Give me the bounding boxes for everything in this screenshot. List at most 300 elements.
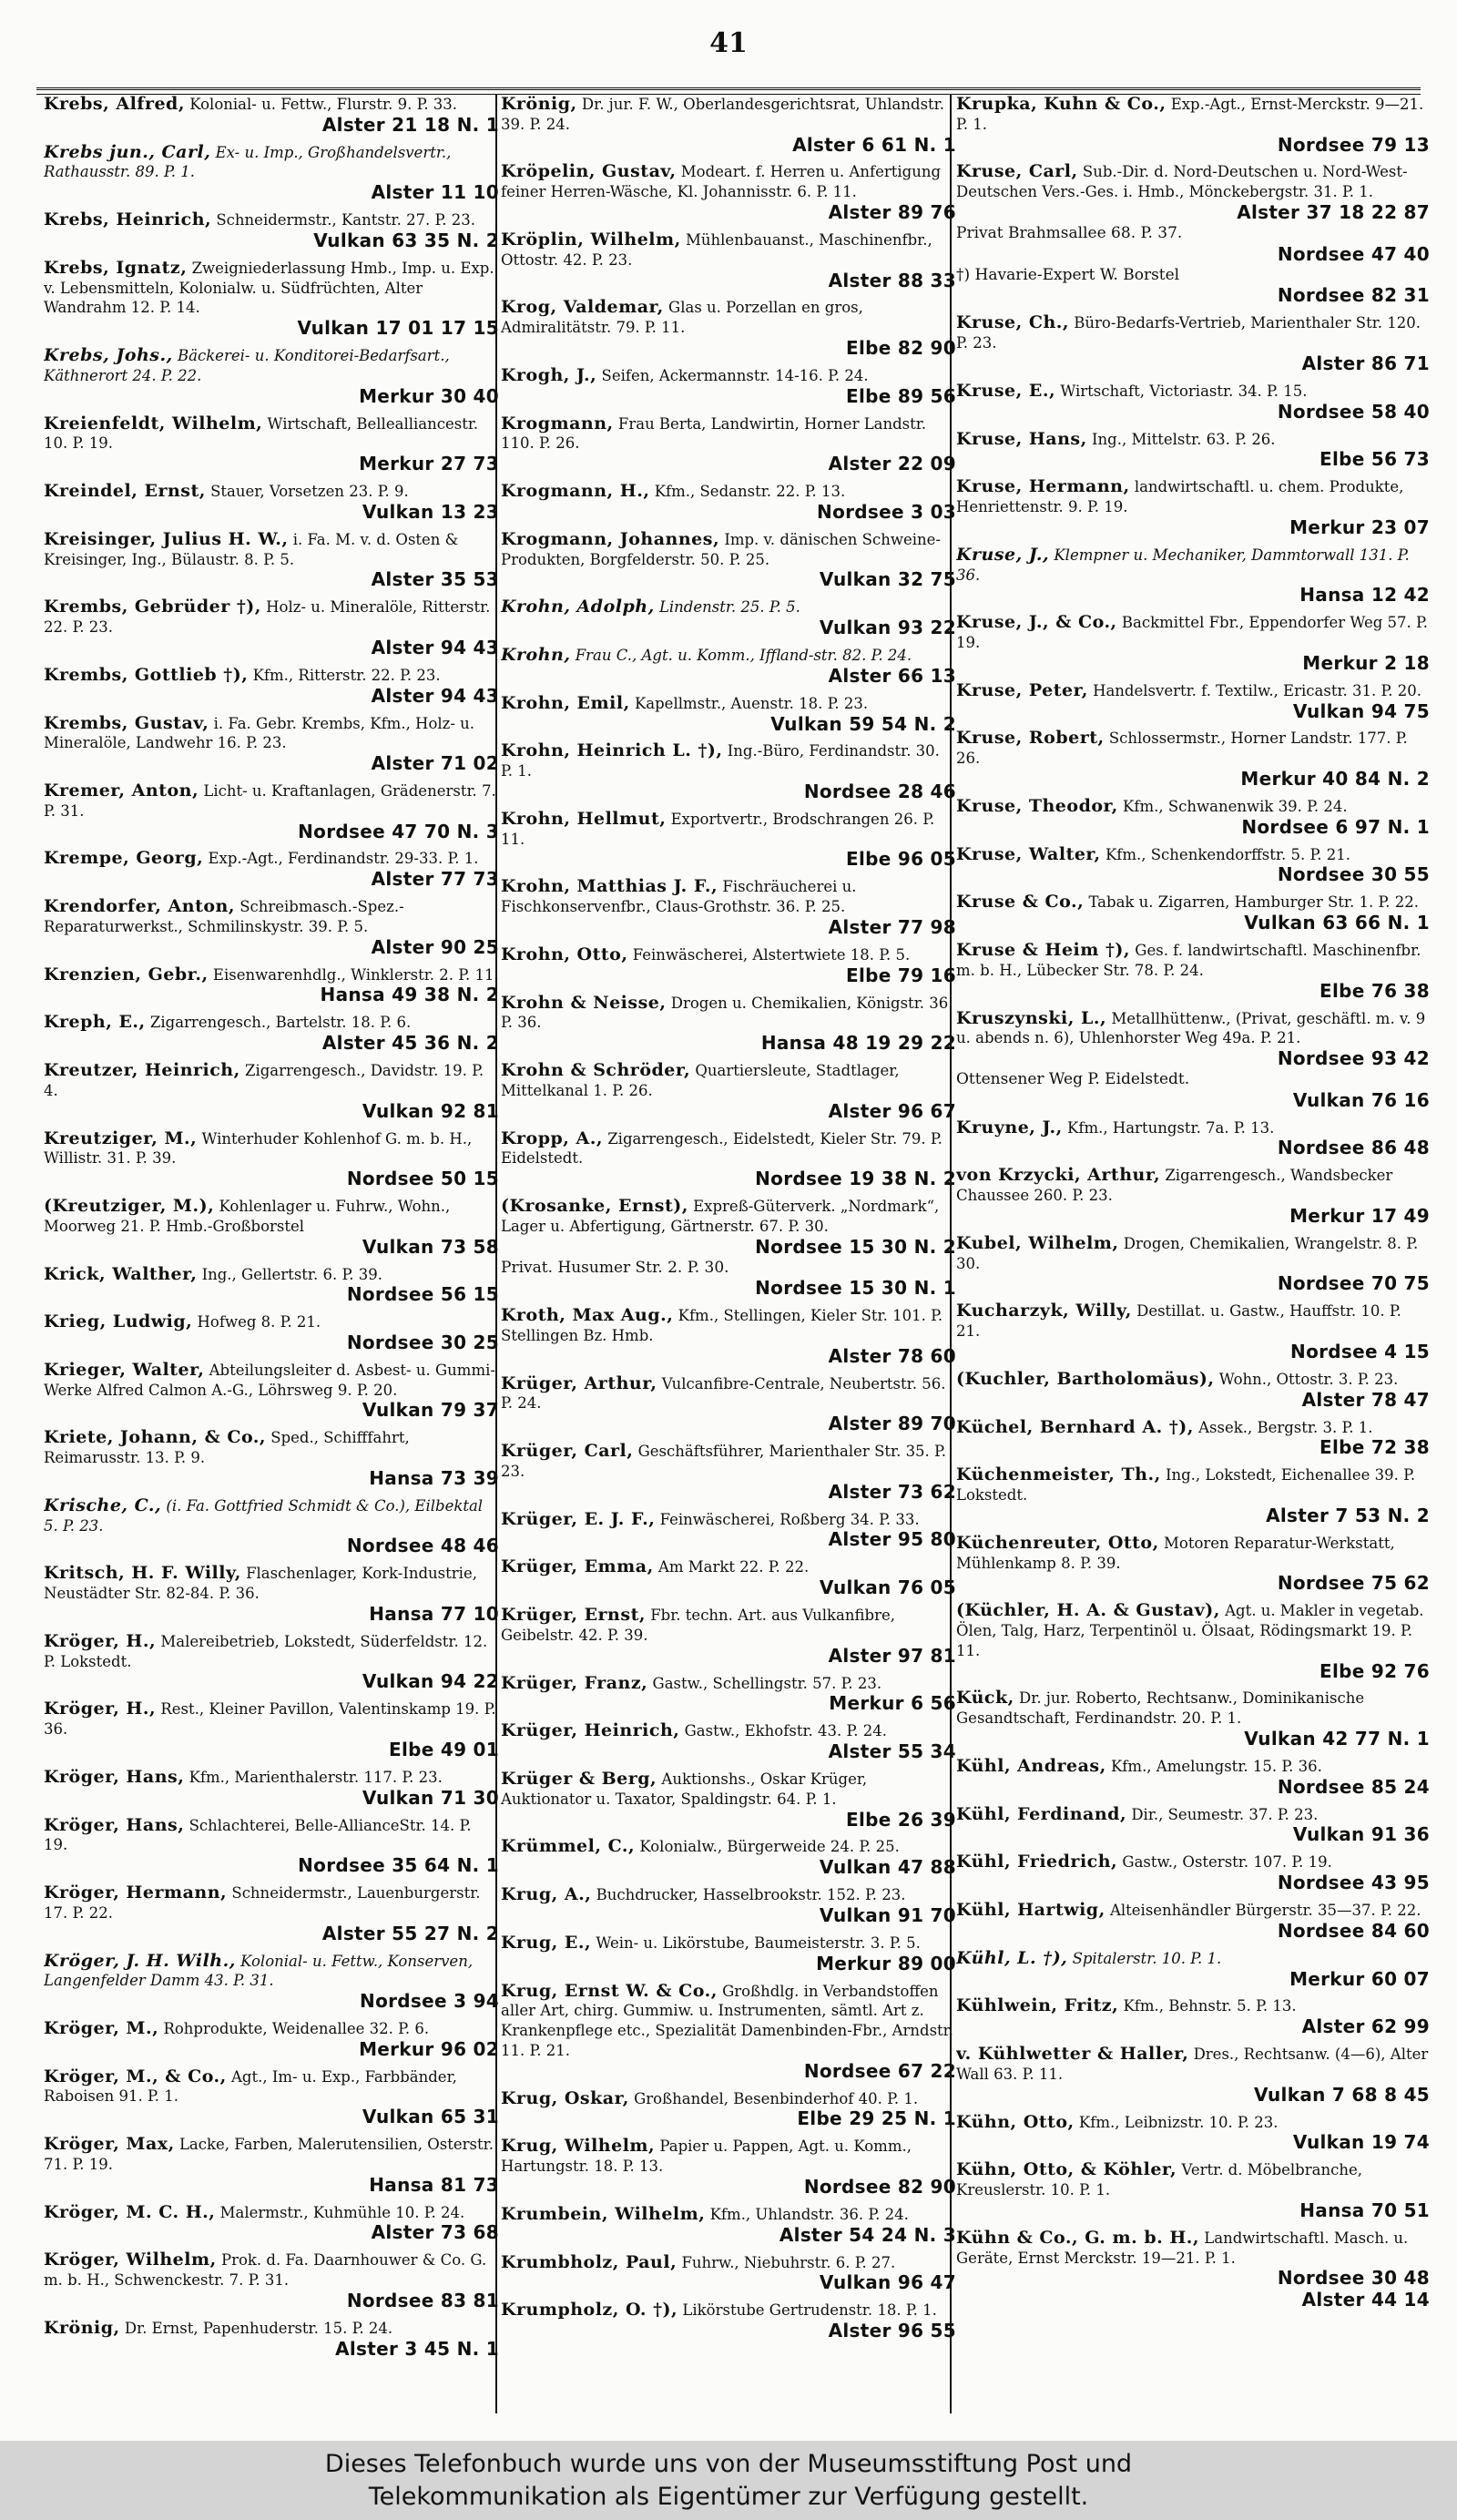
entry-detail: Malereibetrieb, Lokstedt, Süderfeldstr. 12. P. Lokstedt.	[44, 1632, 488, 1670]
entry-detail: Kfm., Uhlandstr. 36. P. 24.	[709, 2205, 909, 2223]
entry-phone: Merkur 27 73	[359, 453, 499, 475]
entry-name: Kruse, E.,	[956, 380, 1056, 401]
entry-sub-detail: Privat. Husumer Str. 2. P. 30.	[501, 1258, 729, 1277]
entry-detail: Auktionshs., Oskar Krüger, Auktionator u. Taxator, Spaldingstr. 64. P. 1.	[501, 1770, 868, 1808]
directory-entry	[44, 2067, 499, 2128]
entry-name: Kühlwein, Fritz,	[956, 1995, 1119, 2016]
entry-detail: Feinwäscherei, Alstertwiete 18. P. 5.	[632, 945, 911, 964]
entry-detail: Quartiersleute, Stadtlager, Mittelkanal 1. P. 26.	[501, 1062, 900, 1099]
entry-detail: Glas u. Porzellan en gros, Admiralitätstr. 79. P. 11.	[501, 299, 863, 337]
entry-name: Krohn,	[501, 645, 571, 666]
entry-phone: Nordsee 3 94	[360, 1990, 499, 2013]
entry-detail: Hofweg 8. P. 21.	[197, 1313, 321, 1331]
entry-name: Krebs, Heinrich,	[44, 209, 212, 230]
entry-phone: Nordsee 56 15	[346, 1283, 499, 1306]
directory-entry	[44, 597, 499, 658]
entry-phone: Vulkan 19 74	[1292, 2131, 1430, 2154]
entry-detail: Mühlenbauanst., Maschinenfbr., Ottostr. 42. P. 23.	[501, 230, 932, 269]
entry-phone: Alster 54 24 N. 3	[779, 2223, 956, 2246]
entry-phone: Vulkan 13 23	[362, 500, 499, 523]
entry-phone: Alster 73 68	[371, 2221, 499, 2244]
entry-name: Krug, Wilhelm,	[501, 2136, 656, 2157]
directory-entry	[501, 2089, 956, 2131]
entry-phone: Alster 66 13	[828, 664, 956, 687]
entry-phone: Alster 71 02	[371, 752, 499, 775]
directory-entry	[956, 681, 1430, 723]
directory-entry	[501, 597, 956, 639]
directory-entry	[44, 482, 499, 524]
entry-detail: Drogen u. Chemikalien, Königstr. 36. P. 36.	[501, 994, 953, 1032]
entry-phone: Vulkan 47 88	[819, 1856, 956, 1879]
entry-name: Krempe, Georg,	[44, 848, 204, 869]
directory-entry	[44, 259, 499, 340]
entry-phone: Alster 35 53	[371, 568, 499, 591]
entry-detail: Stauer, Vorsetzen 23. P. 9.	[210, 483, 409, 501]
entry-phone: Alster 73 62	[828, 1480, 956, 1503]
entry-phone: Alster 89 70	[828, 1413, 956, 1435]
entry-phone: Alster 7 53 N. 2	[1266, 1504, 1430, 1526]
entry-name: Kruse, Walter,	[956, 843, 1101, 864]
entry-detail: Rohprodukte, Weidenallee 32. P. 6.	[163, 2019, 430, 2037]
directory-entry	[44, 2135, 499, 2196]
entry-name: Küchel, Bernhard A. †),	[956, 1416, 1194, 1437]
entry-name: Kreindel, Ernst,	[44, 481, 206, 502]
entry-phone: Vulkan 91 70	[819, 1903, 956, 1926]
entry-detail: Kfm., Stellingen, Kieler Str. 101. P. Stellingen Bz. Hmb.	[501, 1307, 943, 1344]
footer-line-1: Dieses Telefonbuch wurde uns von der Museumsstiftung Post und	[324, 2450, 1133, 2478]
entry-detail: Seifen, Ackermannstr. 14-16. P. 24.	[601, 366, 869, 384]
entry-name: Krüger, Carl,	[501, 1441, 634, 1462]
entry-detail: Klempner u. Mechaniker, Dammtorwall 131. P. 36.	[956, 546, 1410, 584]
entry-phone: Alster 55 27 N. 2	[321, 1922, 499, 1944]
entry-name: Kruyne, J.,	[956, 1117, 1063, 1138]
entry-phone: Merkur 23 07	[1289, 515, 1430, 538]
entry-detail: Ges. f. landwirtschaftl. Maschinenfbr. m. b. H., Lübecker Str. 78. P. 24.	[956, 942, 1421, 979]
column-1	[44, 95, 499, 2421]
entry-phone: Alster 94 43	[371, 684, 499, 707]
entry-detail: Großhdlg. in Verbandstoffen aller Art, chirg. Gummiw. u. Instrumenten, sämtl. Art z. Krankenpflege etc., Spezialität Damenbinden-Fbr., Arndstr. 11. P. 21.	[501, 1982, 954, 2059]
entry-detail: Prok. d. Fa. Daarnhouwer & Co. G. m. b. H., Schwenckestr. 7. P. 31.	[44, 2251, 487, 2290]
entry-phone: Alster 88 33	[828, 269, 956, 291]
entry-detail: Schneidermstr., Lauenburgerstr. 17. P. 22.	[44, 1884, 481, 1922]
entry-detail: Ing.-Büro, Ferdinandstr. 30. P. 1.	[501, 742, 940, 780]
entry-detail: Ing., Gellertstr. 6. P. 39.	[201, 1265, 382, 1283]
directory-entry	[956, 1234, 1430, 1295]
entry-phone: Vulkan 7 68 8 45	[1253, 2083, 1430, 2106]
header-rule	[36, 87, 1421, 95]
directory-entry	[501, 2253, 956, 2295]
entry-detail: Zigarrengesch., Bartelstr. 18. P. 6.	[149, 1014, 412, 1032]
entry-detail: Dres., Rechtsanw. (4—6), Alter Wall 63. P. 11.	[956, 2046, 1429, 2083]
directory-entry	[501, 162, 956, 223]
entry-name: Kröger, Hermann,	[44, 1882, 228, 1903]
entry-name: Krogmann,	[501, 413, 614, 434]
directory-entry	[44, 530, 499, 591]
entry-detail: Schneidermstr., Kantstr. 27. P. 23.	[216, 211, 476, 230]
entry-name: Kröger, H.,	[44, 1699, 157, 1719]
entry-phone: Alster 3 45 N. 1	[335, 2337, 499, 2360]
entry-phone: Merkur 40 84 N. 2	[1240, 767, 1430, 790]
entry-name: Kriete, Johann, & Co.,	[44, 1427, 267, 1448]
entry-phone: Vulkan 93 22	[819, 617, 956, 639]
entry-name: Kruse & Heim †),	[956, 940, 1131, 961]
entry-detail: Wirtschaft, Victoriastr. 34. P. 15.	[1060, 382, 1308, 400]
entry-name: Krick, Walther,	[44, 1263, 198, 1284]
directory-entry	[956, 95, 1430, 156]
directory-entry	[501, 230, 956, 291]
directory-entry	[44, 1197, 499, 1258]
entry-phone: Elbe 76 38	[1319, 979, 1430, 1002]
entry-name: (Küchler, H. A. & Gustav),	[956, 1600, 1220, 1621]
entry-name: Kreph, E.,	[44, 1012, 146, 1033]
entry-phone: Vulkan 17 01 17 15	[297, 317, 499, 340]
directory-entry	[501, 2301, 956, 2342]
entry-detail: Ing., Lokstedt, Eichenallee 39. P. Lokstedt.	[956, 1466, 1416, 1505]
entry-name: Krönig,	[501, 95, 577, 114]
entry-phone: Vulkan 73 58	[362, 1235, 499, 1258]
entry-name: Krembs, Gottlieb †),	[44, 664, 249, 685]
entry-detail: Exp.-Agt., Ferdinandstr. 29-33. P. 1.	[208, 850, 479, 868]
entry-name: Kühn, Otto, & Köhler,	[956, 2159, 1177, 2180]
entry-detail: Kohlenlager u. Fuhrw., Wohn., Moorweg 21. P. Hmb.-Großborstel	[44, 1198, 451, 1235]
entry-phone: Vulkan 79 37	[362, 1399, 499, 1422]
entry-phone: Elbe 92 76	[1319, 1659, 1430, 1682]
entry-sub-detail: †) Havarie-Expert W. Borstel	[956, 265, 1180, 284]
entry-detail: Frau C., Agt. u. Komm., Iffland-str. 82. P. 24.	[575, 647, 912, 665]
entry-detail: i. Fa. M. v. d. Osten & Kreisinger, Ing., Bülaustr. 8. P. 5.	[44, 530, 459, 568]
directory-entry	[956, 1901, 1430, 1943]
entry-detail: Backmittel Fbr., Eppendorfer Weg 57. P. 19.	[956, 614, 1429, 652]
entry-name: Krenzien, Gebr.,	[44, 964, 209, 985]
entry-name: Kruse, Robert,	[956, 728, 1105, 749]
entry-detail: landwirtschaftl. u. chem. Produkte, Henriettenstr. 9. P. 19.	[956, 478, 1404, 516]
directory-entry	[956, 613, 1430, 674]
entry-phone: Vulkan 76 16	[1292, 1088, 1430, 1111]
entry-phone: Vulkan 96 47	[819, 2271, 956, 2294]
entry-phone: Vulkan 63 35 N. 2	[313, 229, 499, 251]
entry-detail: Kfm., Hartungstr. 7a. P. 13.	[1067, 1118, 1275, 1137]
entry-detail: Drogen, Chemikalien, Wrangelstr. 8. P. 30.	[956, 1234, 1419, 1272]
entry-detail: Fbr. techn. Art. aus Vulkanfibre, Geibelstr. 42. P. 39.	[501, 1607, 895, 1644]
entry-phone: Alster 90 25	[371, 935, 499, 958]
entry-name: Kröger, J. H. Wilh.,	[44, 1950, 236, 1971]
entry-detail: Kapellmstr., Auenstr. 18. P. 23.	[634, 694, 869, 712]
directory-entry	[44, 781, 499, 842]
entry-phone: Alster 6 61 N. 1	[792, 133, 956, 156]
entry-detail: Abteilungsleiter d. Asbest- u. Gummi-Werke Alfred Calmon A.-G., Löhrsweg 9. P. 20.	[44, 1361, 495, 1399]
directory-entry	[501, 945, 956, 987]
directory-entry	[501, 1770, 956, 1831]
entry-detail: Großhandel, Besenbinderhof 40. P. 1.	[634, 2089, 919, 2107]
entry-phone: Vulkan 91 36	[1292, 1823, 1430, 1846]
directory-entry	[501, 2205, 956, 2247]
directory-entry	[44, 210, 499, 252]
entry-name: Kröger, H.,	[44, 1630, 157, 1651]
entry-detail: Landwirtschaftl. Masch. u. Geräte, Ernst Merckstr. 19—21. P. 1.	[956, 2229, 1409, 2267]
entry-detail: Zweigniederlassung Hmb., Imp. u. Exp. v. Lebensmitteln, Kolonialw. u. Südfrüchten, Alter Wandrahm 12. P. 14.	[44, 259, 494, 317]
entry-phone: Nordsee 4 15	[1290, 1340, 1430, 1362]
directory-entry	[501, 1606, 956, 1667]
entry-name: Krumpholz, O. †),	[501, 2300, 678, 2321]
entry-detail: Eisenwarenhdlg., Winklerstr. 2. P. 11.	[212, 965, 499, 984]
directory-entry	[956, 1118, 1430, 1160]
entry-name: Küchenreuter, Otto,	[956, 1532, 1159, 1553]
entry-name: (Kreutziger, M.),	[44, 1196, 215, 1217]
entry-detail: Schlossermstr., Horner Landstr. 177. P. 26.	[956, 729, 1408, 768]
entry-name: Krebs, Alfred,	[44, 95, 185, 114]
directory-entry	[44, 1883, 499, 1944]
entry-name: Kucharzyk, Willy,	[956, 1301, 1132, 1321]
directory-entry	[956, 1805, 1430, 1847]
entry-phone: Nordsee 58 40	[1277, 400, 1430, 423]
entry-name: Krogh, J.,	[501, 364, 597, 385]
directory-entry	[44, 849, 499, 891]
directory-entry	[44, 1768, 499, 1810]
entry-detail: Frau Berta, Landwirtin, Horner Landstr. 110. P. 26.	[501, 414, 927, 453]
entry-detail: Zigarrengesch., Davidstr. 19. P. 4.	[44, 1062, 484, 1099]
entry-name: Kruszynski, L.,	[956, 1007, 1107, 1028]
entry-phone: Merkur 6 56	[829, 1692, 956, 1715]
entry-name: Küchenmeister, Th.,	[956, 1464, 1161, 1485]
directory-entry	[956, 1852, 1430, 1894]
entry-detail: Exp.-Agt., Ernst-Merckstr. 9—21. P. 1.	[956, 96, 1424, 133]
entry-name: Kreutzer, Heinrich,	[44, 1060, 240, 1081]
entry-name: Kreutziger, M.,	[44, 1127, 198, 1148]
entry-detail: Kolonialw., Bürgerweide 24. P. 25.	[639, 1838, 900, 1856]
entry-name: Krohn & Schröder,	[501, 1060, 691, 1081]
entry-name: Krohn, Emil,	[501, 692, 630, 713]
entry-phone: Alster 21 18 N. 1	[321, 113, 499, 136]
directory-entry	[501, 694, 956, 736]
directory-entry	[956, 477, 1430, 538]
entry-detail: Lacke, Farben, Malerutensilien, Osterstr. 71. P. 19.	[44, 2136, 494, 2173]
entry-phone: Nordsee 83 81	[346, 2289, 499, 2311]
entry-name: Kühn, Otto,	[956, 2111, 1075, 2132]
entry-detail: Kfm., Ritterstr. 22. P. 23.	[252, 666, 441, 684]
entry-phone: Alster 97 81	[828, 1644, 956, 1667]
directory-entry	[956, 1949, 1430, 1991]
entry-phone: Vulkan 76 05	[819, 1576, 956, 1599]
entry-name: von Krzycki, Arthur,	[956, 1165, 1161, 1186]
entry-phone: Nordsee 47 70 N. 3	[298, 820, 499, 842]
entry-phone: Alster 78 47	[1301, 1388, 1430, 1411]
entry-phone: Hansa 73 39	[369, 1466, 499, 1489]
entry-phone: Nordsee 85 24	[1277, 1775, 1430, 1798]
directory-entry	[501, 994, 956, 1055]
entry-phone: Hansa 49 38 N. 2	[320, 984, 499, 1006]
entry-name: Kröger, M., & Co.,	[44, 2066, 227, 2086]
entry-name: Kühl, Friedrich,	[956, 1852, 1118, 1872]
entry-name: Kühl, Andreas,	[956, 1755, 1106, 1776]
entry-name: Krohn, Adolph,	[501, 597, 655, 617]
entry-phone: Nordsee 30 48	[1277, 2267, 1430, 2290]
entry-phone: Vulkan 65 31	[362, 2106, 499, 2128]
entry-detail: Am Markt 22. P. 22.	[657, 1558, 810, 1576]
entry-phone: Nordsee 6 97 N. 1	[1241, 815, 1430, 838]
entry-phone: Elbe 96 05	[846, 848, 956, 871]
directory-entry	[44, 1265, 499, 1307]
entry-phone: Elbe 89 56	[846, 384, 956, 407]
entry-detail: Vertr. d. Möbelbranche, Kreuslerstr. 10. P. 1.	[956, 2161, 1362, 2199]
entry-name: Krumbholz, Paul,	[501, 2251, 678, 2272]
directory-entry	[956, 1465, 1430, 1526]
entry-phone: Alster 44 14	[1301, 2289, 1430, 2311]
directory-entry	[44, 346, 499, 407]
entry-name: Krumbein, Wilhelm,	[501, 2203, 706, 2224]
directory-entry	[44, 1013, 499, 1055]
entry-phone: Merkur 89 00	[816, 1952, 956, 1974]
entry-detail: Agt., Im- u. Exp., Farbbänder, Raboisen 91. P. 1.	[44, 2067, 457, 2106]
entry-detail: i. Fa. Gebr. Krembs, Kfm., Holz- u. Mineralöle, Landwehr 16. P. 23.	[44, 714, 475, 752]
directory-entry	[956, 1370, 1430, 1412]
entry-phone: Alster 77 98	[828, 915, 956, 938]
directory-entry	[44, 1496, 499, 1557]
directory-entry	[501, 877, 956, 938]
directory-entry	[44, 1061, 499, 1122]
entry-phone: Nordsee 30 25	[346, 1331, 499, 1353]
directory-entry	[44, 2019, 499, 2061]
directory-entry	[44, 95, 499, 137]
entry-phone: Alster 55 34	[828, 1740, 956, 1763]
entry-phone: Vulkan 32 75	[819, 568, 956, 591]
directory-entry	[501, 810, 956, 871]
entry-detail: Imp. v. dänischen Schweine-Produkten, Borgfelderstr. 50. P. 25.	[501, 530, 941, 568]
entry-phone: Elbe 49 01	[389, 1738, 499, 1760]
entry-name: Kropp, A.,	[501, 1127, 603, 1148]
entry-phone: Elbe 82 90	[846, 337, 956, 360]
entry-name: Kruse, Peter,	[956, 679, 1088, 700]
entry-detail: Kfm., Schenkendorffstr. 5. P. 21.	[1105, 845, 1350, 863]
directory-entry	[956, 313, 1430, 374]
entry-name: Kritsch, H. F. Willy,	[44, 1563, 241, 1584]
directory-entry	[44, 897, 499, 958]
entry-detail: Kfm., Sedanstr. 22. P. 13.	[654, 483, 846, 501]
entry-phone: Alster 78 60	[828, 1344, 956, 1367]
entry-phone: Hansa 12 42	[1299, 584, 1430, 607]
entry-name: Kühl, L. †),	[956, 1947, 1068, 1968]
entry-name: Kremer, Anton,	[44, 780, 199, 801]
entry-detail: Flaschenlager, Kork-Industrie, Neustädter Str. 82-84. P. 36.	[44, 1565, 477, 1603]
entry-phone: Nordsee 15 30 N. 1	[755, 1277, 956, 1300]
entry-name: Krohn, Hellmut,	[501, 808, 667, 829]
entry-name: Krogmann, H.,	[501, 481, 650, 502]
entry-phone: Nordsee 67 22	[803, 2059, 956, 2082]
entry-detail: Kfm., Leibnizstr. 10. P. 23.	[1078, 2113, 1279, 2131]
directory-entry	[44, 2319, 499, 2361]
entry-detail: Schlachterei, Belle-AllianceStr. 14. P. 19.	[44, 1816, 472, 1854]
directory-entry	[501, 1510, 956, 1552]
page-number: 41	[709, 27, 748, 59]
entry-detail: Sub.-Dir. d. Nord-Deutschen u. Nord-West-Deutschen Vers.-Ges. i. Hmb., Mönckebergstr. 31. P. 1.	[956, 163, 1408, 201]
entry-phone: Elbe 79 16	[846, 964, 956, 986]
entry-detail: Sped., Schifffahrt, Reimarusstr. 13. P. 9.	[44, 1429, 410, 1467]
entry-name: Kruse, J., & Co.,	[956, 612, 1117, 633]
directory-entry	[956, 893, 1430, 934]
entry-name: Krebs, Ignatz,	[44, 257, 188, 278]
entry-phone: Hansa 48 19 29 22	[760, 1032, 956, 1055]
entry-detail: Kfm., Amelungstr. 15. P. 36.	[1110, 1757, 1322, 1775]
entry-phone: Merkur 96 02	[359, 2037, 499, 2060]
entry-name: Kruse, J.,	[956, 544, 1050, 565]
entry-detail: Kolonial- u. Fettw., Flurstr. 9. P. 33.	[189, 96, 458, 113]
entry-name: Kroth, Max Aug.,	[501, 1305, 674, 1326]
directory-entry	[956, 1601, 1430, 1682]
entry-phone: Alster 11 10	[371, 181, 499, 204]
directory-entry	[501, 1197, 956, 1300]
entry-name: Krüger, Heinrich,	[501, 1720, 680, 1741]
entry-phone: Hansa 70 51	[1299, 2199, 1430, 2221]
entry-phone: Nordsee 30 55	[1277, 863, 1430, 886]
entry-phone: Merkur 17 49	[1289, 1204, 1430, 1227]
entry-detail: Alteisenhändler Bürgerstr. 35—37. P. 22.	[1109, 1902, 1421, 1920]
entry-name: Kreienfeldt, Wilhelm,	[44, 413, 263, 434]
entry-detail: Metallhüttenw., (Privat, geschäftl. m. v. 9 u. abends n. 6), Uhlenhorster Weg 49a. P. 21.	[956, 1009, 1426, 1047]
directory-entry	[501, 2137, 956, 2198]
entry-detail: Buchdrucker, Hasselbrookstr. 152. P. 23.	[596, 1886, 906, 1904]
entry-name: Krembs, Gebrüder †),	[44, 597, 261, 617]
entry-name: Kröger, M. C. H.,	[44, 2201, 216, 2222]
entry-name: Krohn, Heinrich L. †),	[501, 740, 723, 761]
entry-name: Krebs, Johs.,	[44, 345, 173, 366]
entry-detail: Wohn., Ottostr. 3. P. 23.	[1218, 1370, 1399, 1388]
entry-name: Krüger, E. J. F.,	[501, 1508, 656, 1529]
directory-entry	[956, 1009, 1430, 1112]
directory-entry	[501, 95, 956, 156]
entry-detail: Likörstube Gertrudenstr. 18. P. 1.	[682, 2301, 937, 2320]
directory-entry	[501, 482, 956, 524]
directory-entry	[44, 2250, 499, 2311]
entry-phone: Nordsee 82 31	[1277, 284, 1430, 307]
directory-entry	[956, 1166, 1430, 1227]
entry-name: Krieger, Walter,	[44, 1359, 205, 1380]
entry-name: Krohn, Otto,	[501, 944, 628, 964]
directory-entry	[44, 1564, 499, 1625]
directory-entry	[956, 729, 1430, 790]
entry-name: Kruse & Co.,	[956, 892, 1085, 913]
directory-entry	[956, 2229, 1430, 2311]
directory-entry	[44, 414, 499, 475]
entry-name: Krug, Ernst W. & Co.,	[501, 1980, 718, 2001]
entry-phone: Merkur 2 18	[1302, 651, 1430, 674]
entry-phone: Alster 96 55	[828, 2319, 956, 2341]
directory-entry	[44, 1129, 499, 1190]
directory-entry	[501, 1306, 956, 1367]
entry-name: Krische, C.,	[44, 1495, 162, 1515]
entry-name: Krüger, Ernst,	[501, 1605, 646, 1626]
entry-detail: Zigarrengesch., Eidelstedt, Kieler Str. 79. P. Eidelstedt.	[501, 1129, 942, 1168]
directory-entry	[44, 1428, 499, 1489]
entry-name: Krohn, Matthias J. F.,	[501, 876, 718, 897]
directory-entry	[956, 546, 1430, 607]
entry-name: Kruse, Theodor,	[956, 795, 1118, 816]
entry-name: Kröpelin, Gustav,	[501, 161, 677, 182]
entry-phone: Vulkan 94 22	[362, 1670, 499, 1693]
entry-phone: Nordsee 79 13	[1277, 133, 1430, 156]
directory-entry	[501, 1674, 956, 1716]
entry-phone: Nordsee 43 95	[1277, 1872, 1430, 1894]
entry-name: Krebs jun., Carl,	[44, 141, 211, 162]
entry-detail: Dr. Ernst, Papenhuderstr. 15. P. 24.	[124, 2319, 393, 2337]
directory-entry	[956, 1534, 1430, 1595]
entry-detail: Winterhuder Kohlenhof G. m. b. H., Willistr. 31. P. 39.	[44, 1129, 473, 1168]
entry-name: Krembs, Gustav,	[44, 712, 209, 733]
entry-phone: Alster 95 80	[828, 1528, 956, 1551]
entry-detail: Ex- u. Imp., Großhandelsvertr., Rathausstr. 89. P. 1.	[44, 143, 452, 181]
entry-phone: Alster 45 36 N. 2	[321, 1032, 499, 1055]
entry-phone: Elbe 26 39	[846, 1808, 956, 1831]
entry-detail: Geschäftsführer, Marienthaler Str. 35. P. 23.	[501, 1443, 947, 1480]
entry-name: Krug, E.,	[501, 1932, 592, 1953]
